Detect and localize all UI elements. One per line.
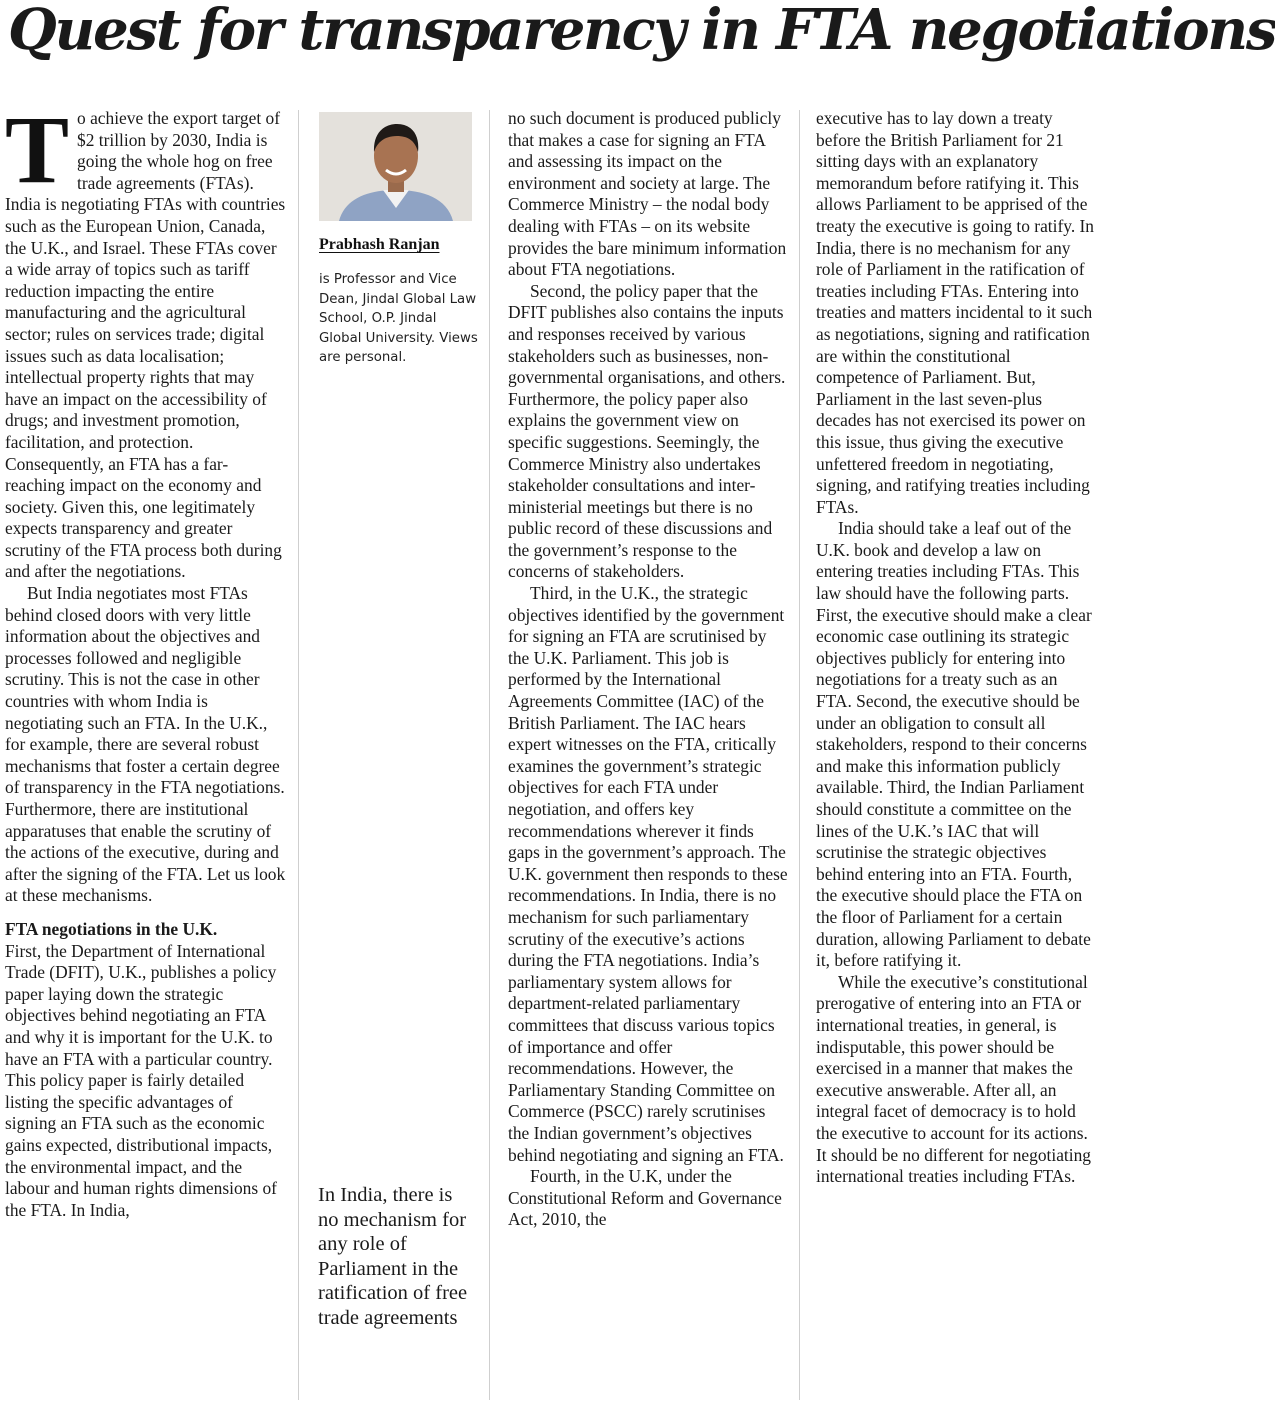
author-portrait-image	[319, 112, 472, 221]
paragraph-text: o achieve the export target of $2 trillion by 2030, India is going the whole hog on free trade agreements (FTAs). India is negotiating FTAs with countries such as the European Union, Canada, the U.K., and Israel. These FTAs cover a wide array of topics such as tariff reduction impacting the entire manufacturing and the agricultural sector; rules on services trade; digital issues such as data localisation; intellectual property rights that may have an impact on the accessibility of drugs; and investment promotion, facilitation, and protection. Consequently, an FTA has a far-reaching impact on the economy and society. Given this, one legitimately expects transparency and greater scrutiny of the FTA process both during and after the negotiations.	[5, 108, 286, 582]
author-name: Prabhash Ranjan	[319, 236, 440, 253]
column-3	[508, 108, 788, 1405]
section-subhead: FTA negotiations in the U.K.	[5, 918, 218, 939]
headline: Quest for transparency in FTA negotiations	[8, 0, 1275, 63]
column-1	[5, 96, 287, 1405]
paragraph-3: While the executive’s constitutional prerogative of entering into an FTA or international treaties, in general, is indisputable, this power should be exercised in a manner that makes the executive answerable. After all, an integral facet of democracy is to hold the executive to account for its actions. It should be no different for negotiating international treaties including FTAs.	[816, 971, 1091, 1187]
paragraph-3: Third, in the U.K., the strategic objectives identified by the government for signing an FTA are scrutinised by the U.K. Parliament. This job is performed by the International Agreements Committee (IAC) of the British Parliament. The IAC hears expert witnesses on the FTA, critically examines the government’s strategic objectives for each FTA under negotiation, and offers key recommendations wherever it finds gaps in the government’s approach. The U.K. government then responds to these recommendations. In India, there is no mechanism for such parliamentary scrutiny of the executive’s actions during the FTA negotiations. India’s parliamentary system allows for department-related parliamentary committees that discuss various topics of importance and offer recommendations. However, the Parliamentary Standing Committee on Commerce (PSCC) rarely scrutinises the Indian government’s objectives behind negotiating and signing an FTA.	[508, 583, 788, 1165]
author-photo	[319, 112, 472, 221]
paragraph-1	[5, 96, 287, 583]
paragraph-3: First, the Department of International Trade (DFIT), U.K., publishes a policy paper laying down the strategic objectives behind negotiating an FTA and why it is important for the U.K. to have an FTA with a particular country. This policy paper is fairly detailed listing the specific advantages of signing an FTA such as the economic gains expected, distributional impacts, the environmental impact, and the labour and human rights dimensions of the FTA. In India,	[5, 940, 277, 1220]
paragraph-2: India should take a leaf out of the U.K. book and develop a law on entering treaties including FTAs. This law should have the following parts. First, the executive should make a clear economic case outlining its strategic objectives publicly for entering into negotiations for a treaty such as an FTA. Second, the executive should be under an obligation to consult all stakeholders, respond to their concerns and make this information publicly available. Third, the Indian Parliament should constitute a committee on the lines of the U.K.’s IAC that will scrutinise the strategic objectives behind entering into an FTA. Fourth, the executive should place the FTA on the floor of Parliament for a certain duration, allowing Parliament to debate it, before ratifying it.	[816, 518, 1092, 971]
column-divider	[298, 110, 299, 1400]
paragraph-1: no such document is produced publicly that makes a case for signing an FTA and assessing its impact on the environment and society at large. The Commerce Ministry – the nodal body dealing with FTAs – on its website provides the bare minimum information about FTA negotiations.	[508, 108, 787, 280]
column-divider	[489, 110, 490, 1400]
paragraph-2: But India negotiates most FTAs behind closed doors with very little information about the objectives and processes followed and negligible scrutiny. This is not the case in other countries with whom India is negotiating such an FTA. In the U.K., for example, there are several robust mechanisms that foster a certain degree of transparency in the FTA negotiations. Furthermore, there are institutional apparatuses that enable the scrutiny of the actions of the executive, during and after the signing of the FTA. Let us look at these mechanisms.	[5, 583, 286, 906]
paragraph-4: Fourth, in the U.K, under the Constitutional Reform and Governance Act, 2010, the	[508, 1166, 782, 1230]
paragraph-1: executive has to lay down a treaty before the British Parliament for 21 sitting days with an explanatory memorandum before ratifying it. This allows Parliament to be apprised of the treaty the executive is going to ratify. In India, there is no mechanism for any role of Parliament in the ratification of treaties including FTAs. Entering into treaties and matters incidental to it such as negotiations, signing and ratification are within the constitutional competence of Parliament. But, Parliament in the last seven-plus decades has not exercised its power on this issue, thus giving the executive unfettered freedom in negotiating, signing, and ratifying treaties including FTAs.	[816, 108, 1094, 517]
author-bio: is Professor and Vice Dean, Jindal Global Law School, O.P. Jindal Global University. Views are personal.	[319, 272, 478, 365]
drop-cap: T	[5, 96, 70, 203]
pull-quote: In India, there is no mechanism for any role of Parliament in the ratification of free trade agreements	[318, 1184, 468, 1329]
column-4	[816, 108, 1097, 1405]
paragraph-2: Second, the policy paper that the DFIT publishes also contains the inputs and responses received by various stakeholders such as businesses, non-governmental organisations, and others. Furthermore, the policy paper also explains the government view on specific suggestions. Seemingly, the Commerce Ministry also undertakes stakeholder consultations and inter-ministerial meetings but there is no public record of these discussions and the government’s response to the concerns of stakeholders.	[508, 280, 786, 582]
column-divider	[799, 110, 800, 1400]
